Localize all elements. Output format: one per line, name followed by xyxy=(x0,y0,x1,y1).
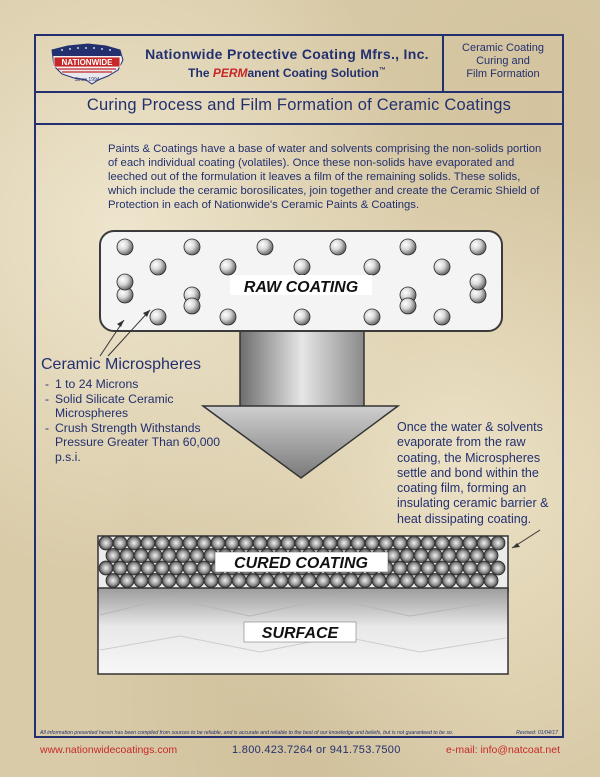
tagline-pre: The xyxy=(188,66,213,80)
revised-date: Revised: 01/04/17 xyxy=(516,730,558,736)
cured-coating-label: CURED COATING xyxy=(234,555,368,572)
microsphere xyxy=(330,574,344,588)
microsphere xyxy=(117,239,133,255)
microsphere xyxy=(449,561,463,575)
microsphere xyxy=(150,309,166,325)
tagline-post: anent Coating Solution xyxy=(247,66,379,80)
microsphere xyxy=(393,536,407,550)
microspheres-list xyxy=(41,377,230,465)
microsphere xyxy=(288,574,302,588)
arrow-head xyxy=(203,406,398,478)
microsphere xyxy=(169,536,183,550)
microsphere xyxy=(141,536,155,550)
microsphere xyxy=(267,536,281,550)
microsphere xyxy=(134,549,148,563)
microsphere xyxy=(386,574,400,588)
microsphere xyxy=(407,536,421,550)
tagline-perm: PERM xyxy=(212,66,248,80)
website-link[interactable]: www.nationwidecoatings.com xyxy=(40,744,178,756)
microspheres-item: - Solid Silicate Ceramic Microspheres xyxy=(41,392,205,421)
microsphere xyxy=(150,259,166,275)
microsphere xyxy=(176,549,190,563)
microsphere xyxy=(294,309,310,325)
microsphere xyxy=(442,574,456,588)
side-title-line-2: Curing and xyxy=(476,55,530,67)
microsphere xyxy=(169,561,183,575)
logo-brand-text: NATIONWIDE xyxy=(61,58,113,67)
microsphere xyxy=(484,549,498,563)
microsphere xyxy=(435,561,449,575)
microsphere xyxy=(428,574,442,588)
microspheres-item: - 1 to 24 Microns xyxy=(41,377,230,392)
side-title-line-1: Ceramic Coating xyxy=(462,42,544,54)
microsphere xyxy=(323,536,337,550)
microsphere xyxy=(372,574,386,588)
microsphere xyxy=(148,574,162,588)
email-link[interactable]: e-mail: info@natcoat.net xyxy=(446,744,560,756)
microsphere xyxy=(99,561,113,575)
microsphere xyxy=(106,574,120,588)
microsphere xyxy=(155,561,169,575)
microsphere xyxy=(337,536,351,550)
microsphere xyxy=(379,536,393,550)
footer-disclaimer xyxy=(34,728,564,740)
microspheres-item: - Crush Strength Withstands Pressure Greater Than 60,000 p.s.i. xyxy=(41,421,230,465)
microsphere xyxy=(364,309,380,325)
microsphere xyxy=(400,239,416,255)
microsphere xyxy=(316,574,330,588)
microsphere xyxy=(113,536,127,550)
microsphere xyxy=(400,549,414,563)
microsphere xyxy=(470,274,486,290)
microsphere xyxy=(148,549,162,563)
microsphere xyxy=(183,536,197,550)
microsphere xyxy=(330,239,346,255)
disclaimer-text: All information presented herein has been compiled from sources to be reliable, and is accurate and reliable to the best of our knowledge and beliefs, but is not guaranteed to be so. xyxy=(40,730,454,736)
microsphere xyxy=(434,309,450,325)
microsphere xyxy=(421,536,435,550)
microsphere xyxy=(220,259,236,275)
microsphere xyxy=(184,239,200,255)
microsphere xyxy=(309,536,323,550)
microsphere xyxy=(218,574,232,588)
surface-label: SURFACE xyxy=(261,625,339,642)
microsphere xyxy=(253,536,267,550)
side-title-line-3: Film Formation xyxy=(466,68,540,80)
intro-paragraph: Paints & Coatings have a base of water and solvents comprising the non-solids portion of each individual coating (volatiles). Once these non-solids have evaporated and leeched out of the formulation it leaves a film of the remaining solids. These solids, which include the ceramic borosilicates, join together and create the Ceramic Shield of Protection in each of Nationwide's Ceramic Paints & Coatings. xyxy=(108,143,542,211)
microsphere xyxy=(190,574,204,588)
microsphere xyxy=(176,574,190,588)
microsphere xyxy=(435,536,449,550)
microsphere xyxy=(414,574,428,588)
microsphere xyxy=(364,259,380,275)
microsphere xyxy=(407,561,421,575)
microsphere xyxy=(470,549,484,563)
microsphere xyxy=(344,574,358,588)
microsphere xyxy=(257,239,273,255)
microsphere xyxy=(134,574,148,588)
microsphere xyxy=(463,536,477,550)
microsphere xyxy=(274,574,288,588)
microsphere xyxy=(294,259,310,275)
raw-coating-label: RAW COATING xyxy=(243,279,359,296)
microsphere xyxy=(260,574,274,588)
microsphere xyxy=(113,561,127,575)
logo-since-text: Since 1994 xyxy=(74,77,100,83)
microsphere xyxy=(358,574,372,588)
microsphere xyxy=(302,574,316,588)
microsphere xyxy=(141,561,155,575)
microsphere xyxy=(155,536,169,550)
microsphere xyxy=(477,561,491,575)
microsphere xyxy=(491,561,505,575)
microsphere xyxy=(204,574,218,588)
microsphere xyxy=(295,536,309,550)
microsphere xyxy=(162,574,176,588)
microsphere xyxy=(183,561,197,575)
microsphere xyxy=(463,561,477,575)
microsphere xyxy=(120,549,134,563)
microsphere xyxy=(470,239,486,255)
company-name: Nationwide Protective Coating Mfrs., Inc. xyxy=(145,46,429,62)
microsphere xyxy=(197,536,211,550)
microsphere xyxy=(184,298,200,314)
microsphere xyxy=(106,549,120,563)
microsphere xyxy=(442,549,456,563)
microsphere xyxy=(127,536,141,550)
microsphere xyxy=(449,536,463,550)
microsphere xyxy=(456,549,470,563)
microsphere xyxy=(414,549,428,563)
microsphere xyxy=(190,549,204,563)
microsphere xyxy=(99,536,113,550)
microsphere xyxy=(225,536,239,550)
microsphere xyxy=(120,574,134,588)
microsphere xyxy=(281,536,295,550)
microsphere xyxy=(220,309,236,325)
microsphere xyxy=(428,549,442,563)
microsphere xyxy=(434,259,450,275)
microsphere xyxy=(232,574,246,588)
microsphere xyxy=(365,536,379,550)
microsphere xyxy=(351,536,365,550)
microsphere xyxy=(211,536,225,550)
microsphere xyxy=(239,536,253,550)
microsphere xyxy=(117,274,133,290)
microsphere xyxy=(127,561,141,575)
microsphere xyxy=(393,561,407,575)
main-title: Curing Process and Film Formation of Ceramic Coatings xyxy=(86,96,512,114)
microsphere xyxy=(470,574,484,588)
microsphere xyxy=(246,574,260,588)
microspheres-title: Ceramic Microspheres xyxy=(41,356,202,373)
phone-numbers: 1.800.423.7264 or 941.753.7500 xyxy=(232,744,401,756)
microsphere xyxy=(477,536,491,550)
microsphere xyxy=(197,561,211,575)
microsphere xyxy=(162,549,176,563)
microsphere xyxy=(421,561,435,575)
microsphere xyxy=(400,298,416,314)
arrow-shaft xyxy=(240,326,364,408)
microsphere xyxy=(456,574,470,588)
microsphere xyxy=(400,574,414,588)
microsphere xyxy=(491,536,505,550)
microsphere xyxy=(484,574,498,588)
evaporation-text: Once the water & solvents evaporate from the raw coating, the Microspheres settle and bond within the coating film, forming an insulating ceramic barrier & heat dissipating coating. xyxy=(397,420,549,526)
trademark-symbol: ™ xyxy=(378,67,386,74)
